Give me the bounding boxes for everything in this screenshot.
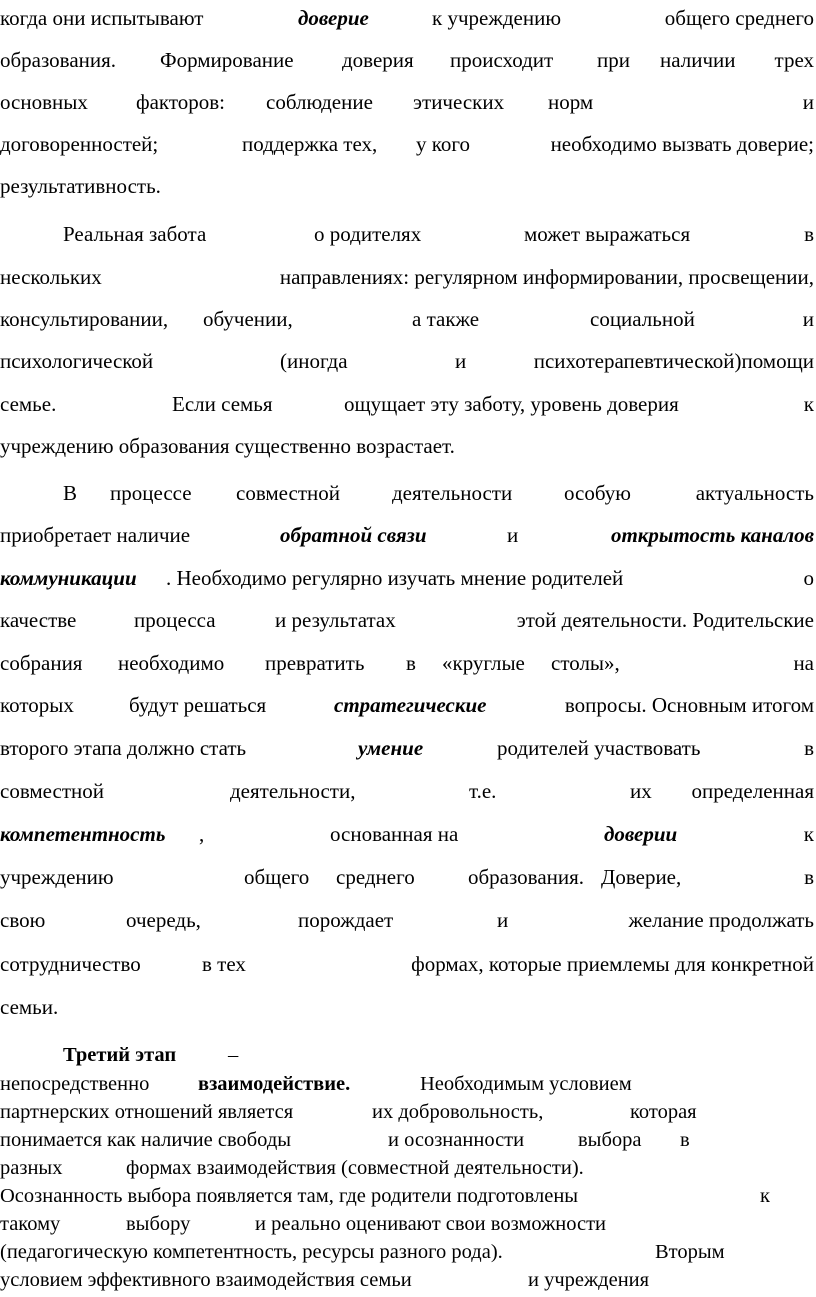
text-fragment: непосредственно (0, 1073, 150, 1095)
text-fragment: желание продолжать (628, 908, 814, 932)
text-fragment: основанная на (330, 822, 459, 846)
text-line (0, 606, 816, 634)
text-fragment: а также (412, 307, 480, 331)
text-fragment: и осознанности (388, 1129, 525, 1151)
emphasis-term: доверие (298, 6, 369, 30)
text-fragment: определенная (691, 779, 814, 803)
text-fragment: соблюдение (266, 90, 373, 114)
text-line (0, 479, 816, 507)
text-fragment: консультировании, (0, 307, 169, 331)
emphasis-term: стратегические (334, 693, 487, 717)
emphasis-term: обратной связи (280, 523, 427, 547)
text-fragment: будут решаться (129, 693, 267, 717)
text-fragment: нескольких (0, 265, 102, 289)
text-line (0, 432, 816, 460)
text-fragment: наличии (660, 48, 736, 72)
text-fragment: столы», (551, 651, 620, 675)
text-fragment: выбору (126, 1213, 191, 1235)
text-fragment: образования. (468, 865, 585, 889)
text-fragment: их (630, 779, 652, 803)
text-fragment: обучении, (203, 307, 293, 331)
text-line (0, 4, 816, 32)
text-fragment: совместной (236, 481, 340, 505)
text-fragment: факторов: (136, 90, 226, 114)
text-fragment: формах взаимодействия (совместной деятельности). (126, 1157, 584, 1179)
text-fragment: совместной (0, 779, 104, 803)
text-fragment: которая (630, 1101, 697, 1123)
text-line (0, 130, 816, 158)
text-fragment: и (802, 307, 814, 331)
text-line (0, 1070, 816, 1098)
text-line (0, 863, 816, 891)
text-fragment: общего (244, 865, 310, 889)
text-fragment: (иногда (280, 349, 348, 373)
text-fragment: , (199, 822, 205, 846)
text-fragment: психологической (0, 349, 154, 373)
text-fragment: процесса (134, 608, 216, 632)
text-fragment: Формирование (160, 48, 294, 72)
text-fragment: образования. (0, 48, 117, 72)
text-fragment: о (803, 566, 814, 590)
text-fragment: разных (0, 1157, 63, 1179)
text-fragment: в (406, 651, 416, 675)
text-fragment: приобретает наличие (0, 523, 191, 547)
text-fragment: и (455, 349, 467, 373)
text-line (0, 220, 816, 248)
text-fragment: Если семья (172, 392, 273, 416)
text-fragment: процессе (110, 481, 192, 505)
text-fragment: этических (413, 90, 505, 114)
text-fragment: социальной (590, 307, 695, 331)
text-fragment: и учреждения (528, 1269, 650, 1291)
text-fragment: понимается как наличие свободы (0, 1129, 292, 1151)
text-fragment: направлениях: регулярном информировании, просвещении, (279, 265, 814, 289)
text-fragment: В (63, 481, 78, 505)
text-fragment: основных (0, 90, 88, 114)
text-fragment: условием эффективного взаимодействия семьи (0, 1269, 412, 1291)
text-fragment: норм (548, 90, 594, 114)
text-fragment: Осознанность выбора появляется там, где родители подготовлены (0, 1185, 579, 1207)
text-fragment: порождает (298, 908, 394, 932)
text-fragment: второго этапа должно стать (0, 736, 247, 760)
text-fragment: Вторым (655, 1241, 725, 1263)
text-line (0, 1154, 816, 1182)
text-fragment: особую (564, 481, 631, 505)
emphasis-term: открытость каналов (610, 523, 814, 547)
text-fragment: и (507, 523, 519, 547)
text-fragment: доверия (342, 48, 414, 72)
text-fragment: в (804, 222, 814, 246)
text-fragment: учреждению (0, 865, 114, 889)
text-fragment: деятельности (392, 481, 513, 505)
text-fragment: трех (774, 48, 814, 72)
text-fragment: к (803, 822, 814, 846)
text-fragment: среднего (336, 865, 415, 889)
text-fragment: и (497, 908, 509, 932)
text-line (0, 777, 816, 805)
text-fragment: при (597, 48, 630, 72)
section-heading (0, 1041, 816, 1069)
text-fragment: у кого (416, 132, 470, 156)
text-fragment: необходимо вызвать доверие; (550, 132, 814, 156)
text-fragment: ощущает эту заботу, уровень доверия (344, 392, 679, 416)
text-fragment: к (803, 392, 814, 416)
bold-term: взаимодействие. (198, 1073, 351, 1095)
text-fragment: . Необходимо регулярно изучать мнение родителей (166, 566, 624, 590)
text-fragment: (педагогическую компетентность, ресурсы разного рода). (0, 1241, 503, 1263)
text-fragment: в тех (202, 952, 246, 976)
text-line (0, 649, 816, 677)
text-line (0, 691, 816, 719)
text-fragment: о родителях (314, 222, 422, 246)
text-fragment: и результатах (275, 608, 396, 632)
text-line (0, 950, 816, 978)
text-line (0, 390, 816, 418)
text-line (0, 1182, 816, 1210)
emphasis-term: доверии (604, 822, 678, 846)
text-fragment: партнерских отношений является (0, 1101, 294, 1123)
text-fragment: происходит (450, 48, 554, 72)
text-fragment: договоренностей; (0, 132, 159, 156)
emphasis-term: умение (358, 736, 424, 760)
text-line (0, 1210, 816, 1238)
text-fragment: этой деятельности. Родительские (516, 608, 814, 632)
text-line (0, 906, 816, 934)
text-fragment: вопросы. Основным итогом (564, 693, 814, 717)
text-fragment: и реально оценивают свои возможности (255, 1213, 607, 1235)
text-line (0, 734, 816, 762)
text-line (0, 1098, 816, 1126)
text-line (0, 347, 816, 375)
text-fragment: в (804, 865, 814, 889)
emphasis-term: коммуникации (0, 566, 137, 590)
text-fragment: «круглые (442, 651, 525, 675)
text-fragment: т.е. (469, 779, 497, 803)
text-line (0, 1266, 816, 1294)
text-fragment: деятельности, (230, 779, 356, 803)
text-fragment: Реальная забота (63, 222, 207, 246)
text-line (0, 564, 816, 592)
text-fragment: в (804, 736, 814, 760)
text-line (0, 46, 816, 74)
text-fragment: семьи. (0, 995, 59, 1019)
emphasis-term: компетентность (0, 822, 166, 846)
text-fragment: когда они испытывают (0, 6, 204, 30)
text-fragment: такому (0, 1213, 61, 1235)
text-line (0, 305, 816, 333)
text-fragment: в (680, 1129, 690, 1151)
text-fragment: свою (0, 908, 46, 932)
text-fragment: учреждению образования существенно возрастает. (0, 434, 455, 458)
text-fragment: родителей участвовать (497, 736, 701, 760)
text-line (0, 172, 816, 200)
text-fragment: превратить (265, 651, 365, 675)
text-line (0, 993, 816, 1021)
text-fragment: семье. (0, 392, 57, 416)
text-fragment: общего среднего (664, 6, 814, 30)
text-fragment: которых (0, 693, 74, 717)
text-fragment: Необходимым условием (420, 1073, 632, 1095)
text-line (0, 1126, 816, 1154)
text-fragment: на (793, 651, 814, 675)
dash-mark: – (228, 1044, 239, 1066)
text-fragment: выбора (578, 1129, 642, 1151)
text-fragment: может выражаться (524, 222, 691, 246)
text-fragment: и (802, 90, 814, 114)
text-fragment: психотерапевтической)помощи (533, 349, 814, 373)
text-line (0, 263, 816, 291)
text-line (0, 88, 816, 116)
text-fragment: качестве (0, 608, 77, 632)
text-line (0, 820, 816, 848)
text-fragment: собрания (0, 651, 83, 675)
text-fragment: сотрудничество (0, 952, 141, 976)
text-fragment: формах, которые приемлемы для конкретной (411, 952, 814, 976)
text-fragment: поддержка тех, (242, 132, 378, 156)
text-fragment: результативность. (0, 174, 161, 198)
text-fragment: к учреждению (432, 6, 562, 30)
text-line (0, 521, 816, 549)
text-fragment: необходимо (118, 651, 225, 675)
text-fragment: Доверие, (601, 865, 682, 889)
text-fragment: к (760, 1185, 770, 1207)
text-fragment: актуальность (695, 481, 814, 505)
heading-text: Третий этап (63, 1044, 177, 1066)
text-fragment: их добровольность, (372, 1101, 544, 1123)
text-line (0, 1238, 816, 1266)
text-fragment: очередь, (126, 908, 201, 932)
